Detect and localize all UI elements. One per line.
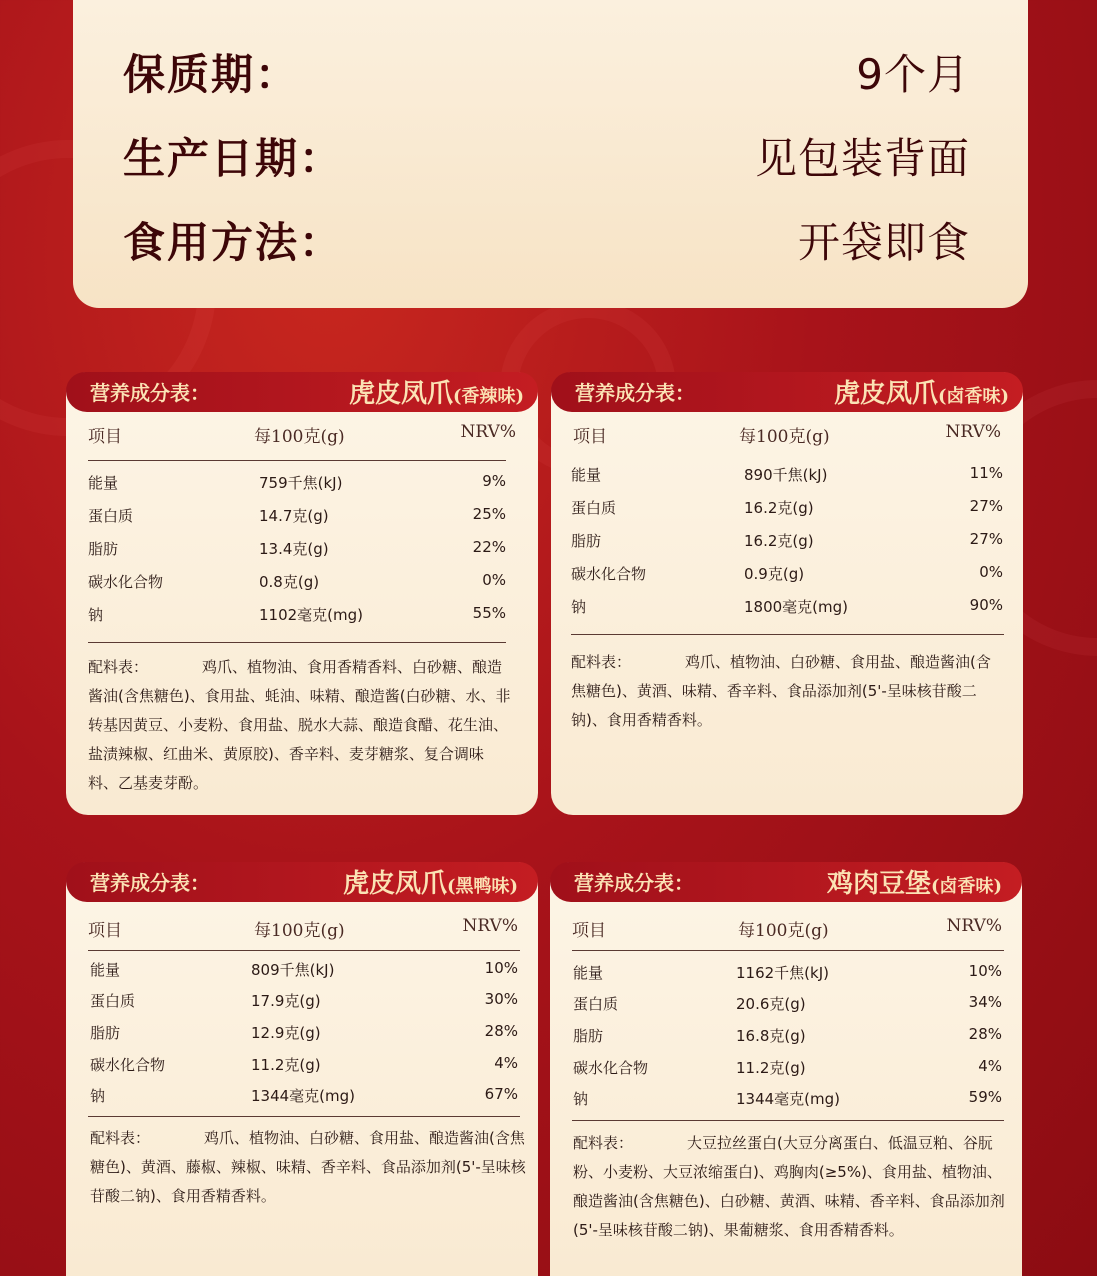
nutrient-nrv: 0% (482, 571, 506, 589)
column-header-nrv: NRV% (945, 422, 1001, 442)
product-name: 虎皮凤爪 (348, 379, 453, 409)
column-header-per100g: 每100克(g) (254, 427, 345, 447)
nutrient-nrv: 10% (484, 959, 518, 977)
ingredients (88, 653, 512, 798)
nutrition-card (66, 862, 538, 1276)
column-header-item: 项目 (88, 921, 122, 941)
nutrition-table-label: 营养成分表： (90, 871, 210, 895)
column-header-per100g: 每100克(g) (738, 921, 829, 941)
ingredients-text: 大豆拉丝蛋白(大豆分离蛋白、低温豆粕、谷朊粉、小麦粉、大豆浓缩蛋白)、鸡胸肉(≥5%)、食用盐、植物油、酿造酱油(含焦糖色)、白砂糖、黄酒、味精、香辛料、食品添加剂(5'-呈味核苷酸二钠)、果葡糖浆、食用香精香料。 (573, 1134, 1005, 1239)
nutrient-nrv: 90% (969, 596, 1003, 614)
nutrient-value: 14.7克(g) (259, 507, 329, 525)
nutrient-nrv: 0% (979, 563, 1003, 581)
ingredients-label: 配料表： (571, 653, 632, 671)
product-title (827, 863, 1002, 900)
nutrient-nrv: 27% (969, 497, 1003, 515)
product-name: 虎皮凤爪 (833, 379, 938, 409)
nutrient-nrv: 59% (968, 1088, 1002, 1106)
card-header (66, 372, 538, 412)
usage-label: 食用方法： (123, 218, 344, 267)
product-title (834, 373, 1009, 410)
nutrient-value: 1344毫克(mg) (251, 1087, 356, 1105)
nutrient-value: 1800毫克(mg) (744, 598, 849, 616)
ingredients (573, 1129, 1005, 1245)
nutrient-nrv: 67% (484, 1085, 518, 1103)
nutrition-card (551, 372, 1023, 815)
production-date-label: 生产日期： (123, 134, 344, 183)
column-header-nrv: NRV% (462, 916, 518, 936)
divider (88, 1116, 520, 1117)
ingredients-label: 配料表： (88, 658, 149, 676)
nutrient-value: 11.2克(g) (736, 1059, 806, 1077)
ingredients (571, 648, 1005, 735)
product-name: 鸡肉豆堡 (826, 869, 931, 899)
nutrient-name: 能量 (90, 961, 121, 979)
nutrient-value: 12.9克(g) (251, 1024, 321, 1042)
nutrient-nrv: 9% (482, 472, 506, 490)
nutrient-name: 钠 (573, 1090, 589, 1108)
nutrient-name: 碳水化合物 (90, 1056, 166, 1074)
nutrient-value: 0.8克(g) (259, 573, 320, 591)
nutrition-table-label: 营养成分表： (574, 871, 694, 895)
card-header (551, 372, 1023, 412)
column-header-per100g: 每100克(g) (739, 427, 830, 447)
nutrient-nrv: 10% (968, 962, 1002, 980)
nutrient-name: 碳水化合物 (88, 573, 164, 591)
nutrient-name: 脂肪 (90, 1024, 121, 1042)
nutrient-value: 890千焦(kJ) (744, 466, 828, 484)
nutrient-nrv: 4% (978, 1057, 1002, 1075)
production-date-value: 见包装背面 (754, 134, 970, 183)
divider (571, 634, 1004, 635)
product-name: 虎皮凤爪 (342, 869, 447, 899)
ingredients-label: 配料表： (90, 1129, 151, 1147)
nutrition-table-label: 营养成分表： (90, 381, 210, 405)
nutrient-name: 能量 (571, 466, 602, 484)
usage-row (123, 210, 970, 270)
divider (572, 1120, 1004, 1121)
flavor-label: (卤香味) (930, 876, 1002, 897)
nutrient-nrv: 28% (484, 1022, 518, 1040)
divider (572, 950, 1004, 951)
nutrient-value: 1162千焦(kJ) (736, 964, 829, 982)
nutrient-name: 蛋白质 (88, 507, 134, 525)
nutrient-value: 1344毫克(mg) (736, 1090, 841, 1108)
production-date-row (123, 126, 970, 186)
product-info-panel (73, 0, 1028, 308)
nutrient-name: 能量 (573, 964, 604, 982)
nutrient-name: 脂肪 (88, 540, 119, 558)
ingredients-text: 鸡爪、植物油、食用香精香料、白砂糖、酿造酱油(含焦糖色)、食用盐、蚝油、味精、酿造酱(白砂糖、水、非转基因黄豆、小麦粉、食用盐、脱水大蒜、酿造食醋、花生油、盐渍辣椒、红曲米、黄原胶)、香辛料、麦芽糖浆、复合调味料、乙基麦芽酚。 (88, 658, 511, 792)
divider (88, 950, 520, 951)
divider (88, 642, 506, 643)
ingredients-text: 鸡爪、植物油、白砂糖、食用盐、酿造酱油(含焦糖色)、黄酒、味精、香辛料、食品添加剂(5'-呈味核苷酸二钠)、食用香精香料。 (571, 653, 991, 729)
nutrient-name: 钠 (88, 606, 104, 624)
column-header-item: 项目 (88, 427, 122, 447)
shelf-life-row (123, 42, 970, 102)
column-header-nrv: NRV% (460, 422, 516, 442)
nutrient-name: 蛋白质 (571, 499, 617, 517)
nutrient-nrv: 11% (969, 464, 1003, 482)
nutrient-value: 17.9克(g) (251, 992, 321, 1010)
nutrient-nrv: 55% (472, 604, 506, 622)
usage-value: 开袋即食 (797, 218, 970, 267)
nutrient-nrv: 34% (968, 993, 1002, 1011)
nutrient-name: 钠 (90, 1087, 106, 1105)
nutrient-value: 0.9克(g) (744, 565, 805, 583)
shelf-life-label: 保质期： (123, 50, 300, 99)
nutrient-value: 13.4克(g) (259, 540, 329, 558)
nutrient-value: 809千焦(kJ) (251, 961, 335, 979)
nutrient-name: 碳水化合物 (573, 1059, 649, 1077)
nutrient-name: 脂肪 (573, 1027, 604, 1045)
card-header (66, 862, 538, 902)
nutrient-nrv: 30% (484, 990, 518, 1008)
product-title (343, 863, 518, 900)
nutrient-nrv: 27% (969, 530, 1003, 548)
nutrient-name: 能量 (88, 474, 119, 492)
nutrient-value: 11.2克(g) (251, 1056, 321, 1074)
flavor-label: (香辣味) (452, 386, 524, 407)
nutrient-name: 碳水化合物 (571, 565, 647, 583)
nutrient-name: 蛋白质 (90, 992, 136, 1010)
nutrient-name: 脂肪 (571, 532, 602, 550)
nutrient-nrv: 4% (494, 1054, 518, 1072)
card-header (550, 862, 1022, 902)
shelf-life-value: 9个月 (856, 50, 970, 99)
nutrition-card (66, 372, 538, 815)
nutrition-table-label: 营养成分表： (575, 381, 695, 405)
nutrient-value: 1102毫克(mg) (259, 606, 364, 624)
nutrient-nrv: 25% (472, 505, 506, 523)
ingredients-label: 配料表： (573, 1134, 634, 1152)
nutrient-value: 20.6克(g) (736, 995, 806, 1013)
flavor-label: (黑鸭味) (446, 876, 518, 897)
nutrient-value: 16.2克(g) (744, 532, 814, 550)
nutrient-value: 16.8克(g) (736, 1027, 806, 1045)
nutrition-card (550, 862, 1022, 1276)
flavor-label: (卤香味) (937, 386, 1009, 407)
column-header-item: 项目 (572, 921, 606, 941)
column-header-per100g: 每100克(g) (254, 921, 345, 941)
nutrient-nrv: 22% (472, 538, 506, 556)
nutrient-nrv: 28% (968, 1025, 1002, 1043)
nutrient-value: 759千焦(kJ) (259, 474, 343, 492)
nutrient-name: 钠 (571, 598, 587, 616)
product-title (349, 373, 524, 410)
nutrient-value: 16.2克(g) (744, 499, 814, 517)
divider (88, 460, 506, 461)
column-header-item: 项目 (573, 427, 607, 447)
ingredients (90, 1124, 526, 1211)
ingredients-text: 鸡爪、植物油、白砂糖、食用盐、酿造酱油(含焦糖色)、黄酒、藤椒、辣椒、味精、香辛料、食品添加剂(5'-呈味核苷酸二钠)、食用香精香料。 (90, 1129, 526, 1205)
column-header-nrv: NRV% (946, 916, 1002, 936)
nutrient-name: 蛋白质 (573, 995, 619, 1013)
